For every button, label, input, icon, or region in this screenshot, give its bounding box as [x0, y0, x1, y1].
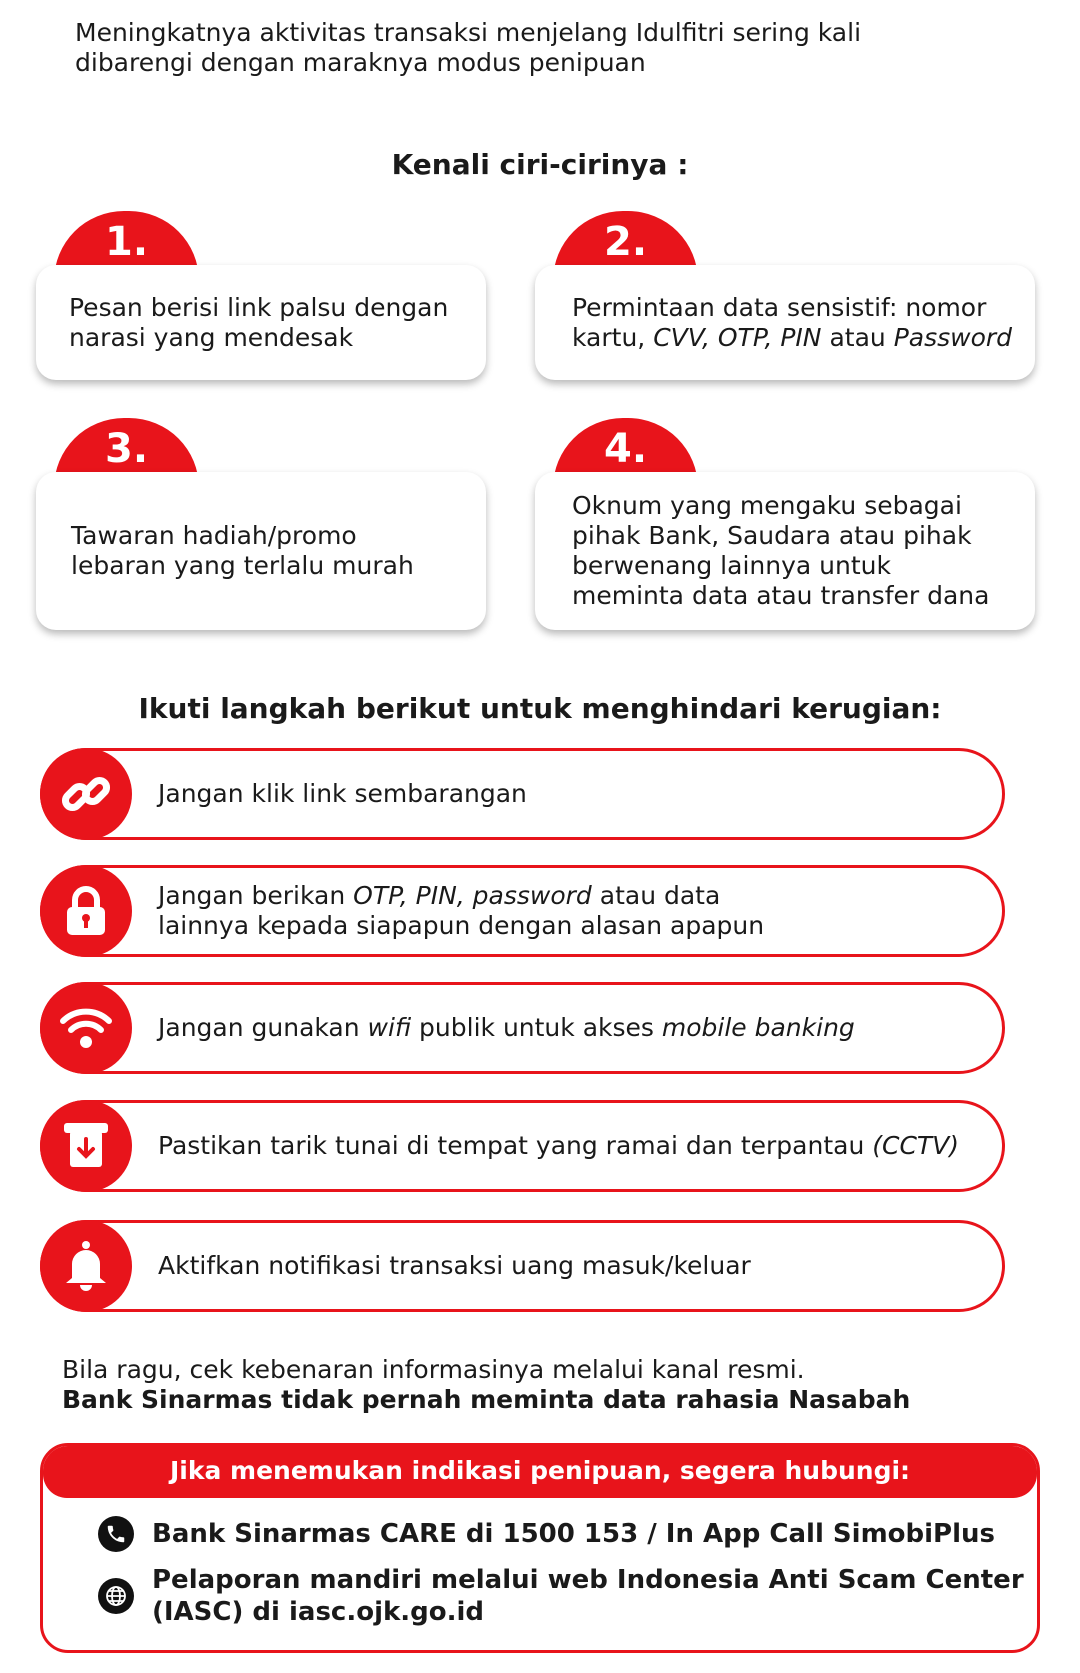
contact-box — [40, 1443, 1040, 1653]
feature-4-line-1: Oknum yang mengaku sebagai — [572, 491, 962, 520]
step-1 — [40, 748, 1005, 840]
intro-line-2: dibarengi dengan maraknya modus penipuan — [75, 48, 646, 77]
feature-number-4: 4. — [553, 418, 698, 508]
step-5-text: Aktifkan notifikasi transaksi uang masuk/keluar — [158, 1251, 751, 1280]
contact-phone-text: Bank Sinarmas CARE di 1500 153 / In App Call SimobiPlus — [152, 1519, 995, 1549]
feature-1-line-2: narasi yang mendesak — [69, 322, 354, 352]
lock-icon — [40, 865, 132, 957]
bell-icon — [40, 1220, 132, 1312]
intro-line-1: Meningkatnya aktivitas transaksi menjelang Idulfitri sering kali — [75, 18, 862, 47]
step-1-text: Jangan klik link sembarangan — [158, 779, 527, 808]
contact-header: Jika menemukan indikasi penipuan, segera hubungi: — [43, 1446, 1037, 1498]
globe-icon — [98, 1578, 134, 1614]
step-4 — [40, 1100, 1005, 1192]
step-2 — [40, 865, 1005, 957]
steps-title: Ikuti langkah berikut untuk menghindari kerugian: — [138, 692, 942, 725]
wifi-icon — [40, 982, 132, 1074]
step-3 — [40, 982, 1005, 1074]
feature-card-4 — [535, 472, 1035, 630]
note-line-2: Bank Sinarmas tidak pernah meminta data rahasia Nasabah — [62, 1385, 911, 1414]
feature-2-line-2: kartu, CVV, OTP, PIN atau Password — [572, 322, 1013, 352]
atm-withdraw-icon — [40, 1100, 132, 1192]
contact-web-row — [98, 1564, 1024, 1628]
contact-web-line-1: Pelaporan mandiri melalui web Indonesia Anti Scam Center — [152, 1565, 1024, 1595]
feature-number-3: 3. — [54, 418, 199, 508]
feature-2-line-1: Permintaan data sensistif: nomor — [572, 292, 987, 322]
feature-1-line-1: Pesan berisi link palsu dengan — [69, 292, 449, 322]
feature-3-line-2: lebaran yang terlalu murah — [71, 551, 414, 580]
feature-card-3 — [36, 472, 486, 630]
phone-icon — [98, 1516, 134, 1552]
step-5 — [40, 1220, 1005, 1312]
feature-4-line-3: berwenang lainnya untuk — [572, 551, 891, 580]
contact-web-line-2: (IASC) di iasc.ojk.go.id — [152, 1597, 485, 1627]
intro-text — [75, 18, 975, 78]
feature-card-2 — [535, 265, 1035, 380]
kenali-title: Kenali ciri-cirinya : — [391, 148, 689, 181]
note-line-1: Bila ragu, cek kebenaran informasinya melalui kanal resmi. — [62, 1355, 805, 1384]
feature-number-1: 1. — [54, 211, 199, 301]
step-3-text: Jangan gunakan wifi publik untuk akses mobile banking — [158, 1013, 855, 1042]
link-icon — [40, 748, 132, 840]
feature-number-2: 2. — [553, 211, 698, 301]
step-4-text: Pastikan tarik tunai di tempat yang ramai dan terpantau (CCTV) — [158, 1131, 960, 1160]
step-2-line-2: lainnya kepada siapapun dengan alasan apapun — [158, 911, 765, 940]
feature-4-line-4: meminta data atau transfer dana — [572, 581, 990, 610]
feature-4-line-2: pihak Bank, Saudara atau pihak — [572, 521, 972, 550]
feature-3-line-1: Tawaran hadiah/promo — [71, 521, 357, 550]
contact-phone-row — [98, 1516, 995, 1552]
note — [62, 1355, 910, 1415]
feature-card-1 — [36, 265, 486, 380]
step-2-line-1: Jangan berikan OTP, PIN, password atau data — [158, 881, 721, 910]
